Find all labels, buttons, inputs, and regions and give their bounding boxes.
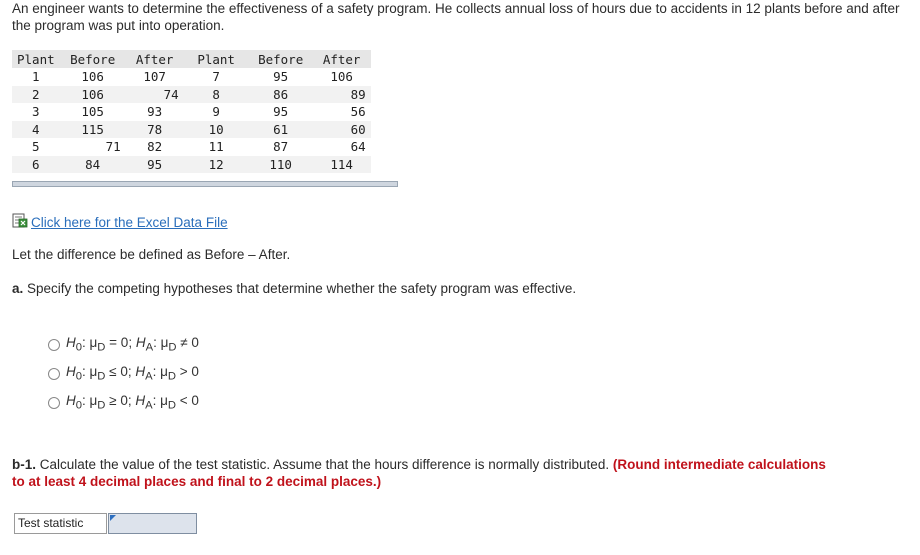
hypothesis-text: $H_0$: $\mu_D \le 0$; $H_A$: $\mu_D > 0$ (66, 364, 199, 383)
col-header-before: Before (249, 50, 313, 68)
cell-plant: 11 (208, 139, 224, 155)
table-row (12, 121, 371, 139)
cell-after: 82 (147, 139, 163, 155)
difference-definition: Let the difference be defined as Before – After. (12, 247, 291, 262)
cell-plant: 9 (212, 104, 220, 120)
part-b1-text: Calculate the value of the test statistic. Assume that the hours difference is normally distributed. (39, 457, 610, 472)
cell-before: 87 (273, 139, 289, 155)
table-scrollbar[interactable] (12, 181, 398, 187)
cell-before: 95 (273, 104, 289, 120)
cell-plant: 8 (184, 86, 249, 104)
test-statistic-input[interactable] (108, 513, 197, 534)
cell-before: 71 (105, 139, 121, 155)
cell-plant: 12 (184, 156, 249, 174)
part-b1-label: b-1. (12, 457, 37, 472)
data-table-container (12, 50, 371, 173)
hypothesis-option[interactable] (48, 330, 199, 359)
hypothesis-text: $H_0$: $\mu_D = 0$; $H_A$: $\mu_D \ne 0$ (66, 335, 199, 354)
cell-before: 86 (249, 86, 313, 104)
excel-data-link-row[interactable] (12, 213, 228, 231)
rounding-note: (Round intermediate calculations (612, 457, 826, 472)
part-b1-question (12, 456, 902, 490)
cell-after: 78 (126, 121, 184, 139)
hypothesis-text: $H_0$: $\mu_D \ge 0$; $H_A$: $\mu_D < 0$ (66, 393, 199, 412)
cell-after: 93 (147, 104, 163, 120)
col-header-after: After (126, 50, 184, 68)
table-header-row (12, 50, 371, 68)
input-flag-icon (110, 515, 116, 521)
radio-button[interactable] (48, 397, 60, 409)
hypotheses-options (48, 330, 199, 417)
col-header-before: Before (60, 50, 126, 68)
col-header-plant: Plant (184, 50, 249, 68)
cell-plant: 2 (12, 86, 60, 104)
cell-after: 114 (313, 156, 371, 174)
part-a-question (12, 281, 576, 296)
table-row (12, 68, 371, 86)
radio-button[interactable] (48, 339, 60, 351)
cell-plant: 5 (32, 139, 40, 155)
rounding-note-cont: to at least 4 decimal places and final to 2 decimal places.) (12, 474, 382, 489)
cell-after: 107 (143, 69, 166, 85)
cell-plant: 10 (184, 121, 249, 139)
radio-button[interactable] (48, 368, 60, 380)
excel-file-icon (12, 213, 28, 231)
excel-data-link[interactable]: Click here for the Excel Data File (31, 214, 228, 230)
cell-plant: 1 (32, 69, 40, 85)
cell-after: 89 (313, 86, 371, 104)
cell-before: 106 (60, 86, 126, 104)
test-statistic-label: Test statistic (14, 513, 107, 534)
cell-after: 106 (330, 69, 353, 85)
cell-before: 115 (60, 121, 126, 139)
cell-plant: 6 (12, 156, 60, 174)
part-a-text: Specify the competing hypotheses that determine whether the safety program was effective. (27, 281, 577, 296)
hypothesis-option[interactable] (48, 388, 199, 417)
part-a-label: a. (12, 281, 24, 296)
cell-after: 64 (350, 139, 366, 155)
hypothesis-option[interactable] (48, 359, 199, 388)
cell-plant: 3 (32, 104, 40, 120)
cell-before: 106 (81, 69, 104, 85)
cell-before: 110 (249, 156, 313, 174)
cell-plant: 7 (212, 69, 220, 85)
cell-after: 95 (126, 156, 184, 174)
test-statistic-row (14, 513, 197, 534)
cell-before: 61 (249, 121, 313, 139)
table-row (12, 156, 371, 174)
table-row (12, 86, 371, 104)
problem-intro: An engineer wants to determine the effectiveness of a safety program. He collects annual loss of hours due to accidents in 12 plants before and after the program was put into operation. (12, 1, 900, 33)
cell-after: 74 (126, 86, 184, 104)
cell-before: 84 (60, 156, 126, 174)
cell-before: 95 (273, 69, 289, 85)
cell-plant: 4 (12, 121, 60, 139)
table-row (12, 103, 371, 121)
col-header-after: After (313, 50, 371, 68)
cell-after: 56 (350, 104, 366, 120)
table-row (12, 138, 371, 156)
cell-after: 60 (313, 121, 371, 139)
col-header-plant: Plant (12, 50, 60, 68)
data-table (12, 50, 371, 173)
cell-before: 105 (81, 104, 104, 120)
